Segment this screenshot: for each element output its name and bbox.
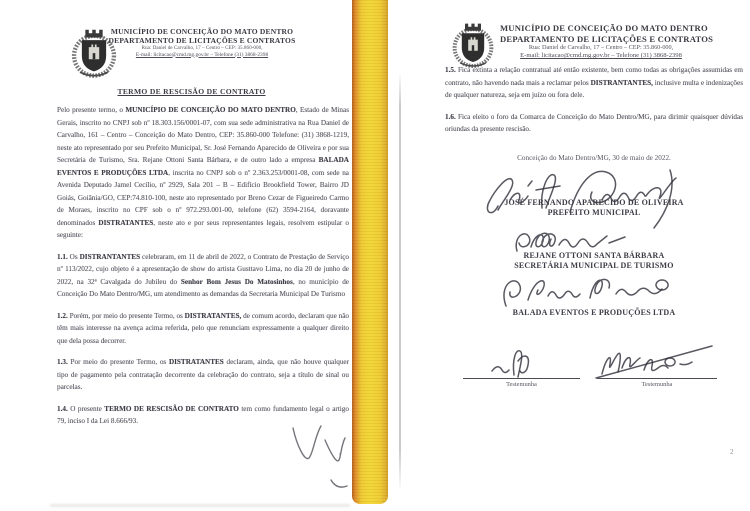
witness-signature-line-1 <box>463 378 580 379</box>
signature-witness-1 <box>484 345 544 379</box>
text-segment: , no município de Conceição Do Mato Dentro/MG, um atendimento as demandas da Secretaria Municipal De Turismo <box>57 277 349 298</box>
text-segment: , inscrita no CNPJ sob o nº 2.363.253/0001-08, com sede na Avenida Deputado Jamel Cecílio, nº 2929, Sala 201 – B – Edifício Brookfield Tower, Bairro JD Goiás, Goiânia/GO, CEP:74.810-100, neste ato representado por Breno Cezar de Figueiredo Carmo de Moraes, inscrito no CPF sob o nº 972.293.001-00, telefone (62) 3594-2164, doravante denominados <box>57 168 349 227</box>
header-org-name: MUNICÍPIO DE CONCEIÇÃO DO MATO DENTRO <box>110 27 294 36</box>
contract-body-right <box>445 64 743 145</box>
header-dept-name: DEPARTAMENTO DE LICITAÇÕES E CONTRATOS <box>108 36 296 45</box>
witness-label-1: Testemunha <box>506 381 537 388</box>
text-segment: Fica eleito o foro da Comarca de Conceição do Mato Dentro/MG, para dirimir quaisquer dúvidas oriundas da presente rescisão. <box>445 112 743 133</box>
signatory-name-secretaria: REJANE OTTONI SANTA BÁRBARA <box>523 251 665 260</box>
contract-page-1 <box>28 0 355 511</box>
text-segment: inclusive multa e indenizações de qualquer natureza, seja em juízo ou fora dele. <box>445 78 744 99</box>
text-segment: Fica extinta a relação contratual até então existente, bem como todas as obrigações assumidas em contrato, não havendo nada mais a reclamar pelos <box>445 66 743 87</box>
text-segment: 1.2. <box>57 311 68 320</box>
text-segment: , neste ato e por seus representantes legais, resolvem estipular o seguinte: <box>57 218 350 239</box>
page-number-1: 1 <box>338 452 342 460</box>
text-segment: DISTRANTANTES, <box>590 78 653 87</box>
text-segment: Porém, por meio do presente Termo, os <box>67 311 185 320</box>
contract-page-2 <box>389 0 750 511</box>
header-contact: E-mail: licitacao@cmd.mg.gov.br – Telefone (31) 3868-2398 <box>135 51 269 58</box>
signatory-role-prefeito: PREFEITO MUNICIPAL <box>547 208 641 217</box>
text-segment: 1.3. <box>57 358 68 366</box>
text-segment: declaram, ainda, que não houve qualquer tipo de pagamento pela contratação decorrente da celebração do contrato, seja a título de sinal ou parcelas. <box>57 358 349 391</box>
witness-label-2: Testemunha <box>641 381 673 388</box>
header-contact: E-mail: licitacao@cmd.mg.gov.br – Telefone (31) 3868-2398 <box>520 52 682 59</box>
clause-1-1 <box>57 251 349 301</box>
text-segment: , Estado de Minas Gerais, inscrito no CNPJ sob nº 18.303.156/0001-07, com sua sede administrativa na Rua Daniel de Carvalho, 161 – Centro – Conceição do Mato Dentro, CEP: 35.860-000 Telefone: (31) 3868-1219, neste ato representado por seu Prefeito Municipal, Sr. José Fernando Aparecido de Oliveira e por sua Secretária de Turismo, Sra. Rejane Ottoni Santa Bárbara, e de outro lado a empresa <box>57 106 349 164</box>
text-segment: Pelo presente termo, o <box>57 106 126 114</box>
text-segment: BALADA EVENTOS E PRODUÇÕES LTDA <box>57 156 349 177</box>
text-segment: 1.5. <box>445 66 456 74</box>
header-address: Rua: Daniel de Carvalho, 17 – Centro – CEP: 35.860-000, <box>141 45 263 51</box>
page-number-2: 2 <box>730 448 734 456</box>
clause-1-2 <box>57 310 349 348</box>
text-segment: Os <box>67 252 80 261</box>
text-segment: de comum acordo, declaram que não têm mais interesse na avença acima referida, pelo que renunciam expressamente a qualquer direito que dela possa decorrer. <box>57 311 349 345</box>
signatory-name-empresa: BALADA EVENTOS E PRODUÇÕES LTDA <box>512 308 676 317</box>
text-segment: 1.1. <box>57 252 68 261</box>
paragraph-intro <box>57 104 349 242</box>
header-org-name: MUNICÍPIO DE CONCEIÇÃO DO MATO DENTRO <box>500 23 708 33</box>
book-spine <box>352 0 388 504</box>
page-header <box>96 27 308 59</box>
text-segment: 1.4. <box>57 404 68 413</box>
signature-witness-2 <box>594 340 719 380</box>
text-segment: DISTRATANTES <box>168 358 224 366</box>
document-title: TERMO DE RESCISÃO DE CONTRATO <box>117 87 266 96</box>
text-segment: tem como fundamento legal o artigo 79, inciso I da Lei 8.666/93. <box>57 404 349 425</box>
signatory-role-secretaria: SECRETÁRIA MUNICIPAL DE TURISMO <box>514 261 674 270</box>
contract-body-left <box>57 104 349 437</box>
text-segment: MUNICÍPIO DE CONCEIÇÃO DO MATO DENTRO <box>125 106 296 114</box>
header-dept-name: DEPARTAMENTO DE LICITAÇÕES E CONTRATOS <box>500 33 714 44</box>
scan-shadow <box>50 504 350 507</box>
text-segment: celebraram, em 11 de abril de 2022, o Contrato de Prestação de Serviço nº 113/2022, cujo objeto é a apresentação de show do artista Gusttavo Lima, no dia 20 de junho de 2022, na 32ª Cavalgada do Jubileu do <box>57 252 349 286</box>
text-segment: DISTRATANTES, <box>184 311 242 320</box>
text-segment: Por meio do presente Termo, os <box>67 358 169 366</box>
text-segment: Senhor Bom Jesus Do Matosinhos <box>180 277 293 286</box>
signatory-name-prefeito: JOSÉ FERNANDO APARECIDO DE OLIVEIRA <box>504 198 684 207</box>
clause-1-5 <box>445 64 743 102</box>
text-segment: 1.6. <box>445 112 456 121</box>
text-segment: DISTRATANTES <box>98 218 154 227</box>
text-segment: TERMO DE RESCISÃO DE CONTRATO <box>104 404 239 413</box>
date-place-line: Conceição do Mato Dentro/MG, 30 de maio de 2022. <box>517 154 671 162</box>
page-header <box>500 23 714 61</box>
witness-signature-line-2 <box>597 378 717 379</box>
text-segment: DISTRANTANTES <box>79 252 141 261</box>
text-segment: O presente <box>67 404 105 413</box>
header-address: Rua: Daniel de Carvalho, 17 – Centro – CEP: 35.860-000, <box>528 44 674 51</box>
clause-1-3 <box>57 356 349 394</box>
signature-prefeito <box>484 162 694 230</box>
clause-1-6 <box>445 111 743 136</box>
